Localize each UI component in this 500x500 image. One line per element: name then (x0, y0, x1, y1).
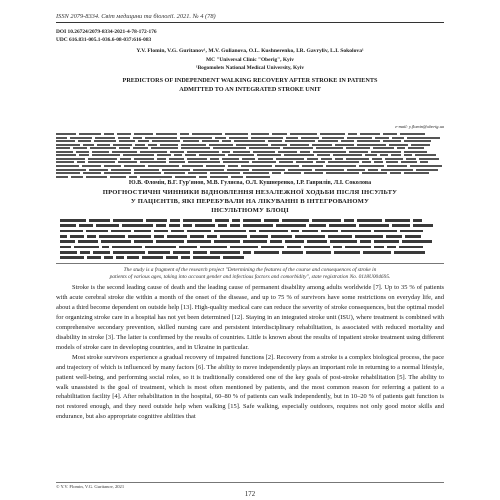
greeked-word (102, 246, 109, 249)
greeked-text-line (56, 175, 444, 178)
greeked-word (249, 230, 256, 233)
greeked-word (129, 176, 137, 178)
greeked-word (400, 230, 424, 233)
greeked-word (413, 219, 422, 222)
greeked-word (169, 224, 180, 227)
greeked-word (220, 235, 247, 238)
greeked-word (312, 219, 341, 222)
greeked-word (210, 176, 227, 178)
article-title-line-2: ADMITTED TO AN INTEGRATED STROKE UNIT (179, 86, 321, 93)
greeked-word (276, 224, 306, 227)
article-title-line-1: PREDICTORS OF INDEPENDENT WALKING RECOVERY AFTER STROKE IN PATIENTS (122, 77, 378, 84)
greeked-text-line (60, 234, 440, 239)
greeked-word (56, 176, 68, 178)
greeked-word (360, 240, 371, 243)
copyright-notice: © Y.V. Flomin, V.G. Guritanov, 2021 (56, 484, 125, 489)
greeked-word (171, 230, 183, 233)
greeked-word (250, 235, 268, 238)
greeked-word (93, 251, 110, 254)
greeked-word (187, 240, 212, 243)
greeked-word (167, 235, 187, 238)
greeked-word (71, 176, 84, 178)
article-body (56, 283, 444, 422)
greeked-word (87, 235, 96, 238)
greeked-word (214, 230, 246, 233)
greeked-text-line (60, 255, 440, 260)
greeked-word (60, 256, 84, 259)
greeked-word (374, 230, 396, 233)
greeked-word (87, 256, 101, 259)
greeked-word (302, 230, 318, 233)
greeked-word (254, 251, 280, 254)
greeked-word (230, 224, 239, 227)
greeked-word (321, 230, 338, 233)
greeked-word (86, 176, 107, 178)
greeked-word (128, 235, 151, 238)
greeked-word (190, 235, 203, 238)
greeked-word (156, 224, 165, 227)
ukrainian-title-line-3: ІНСУЛЬТНОМУ БЛОЦІ (211, 207, 289, 214)
greeked-word (116, 256, 124, 259)
greeked-word (154, 230, 169, 233)
body-paragraph-1: Stroke is the second leading cause of death and the leading cause of permanent disability among adults worldwide [7]. Up to 35 % of patients with acute cerebral stroke die within a month of the onset of the disease, and up to 75 % of survivors have some restrictions on everyday life, and about a third become dependent on outside help [13]. High-quality medical care can reduce the severity of stroke consequences, but the optimal model for organizing stroke care in a hospital has not yet been determined [12]. Staying in an integrated stroke unit (ISU), where treatment is combined with comprehensive secondary prevention, skilled nursing care and persistent interdisciplinary rehabilitation, is associated with reduced mortality and disability in stroke [3]. The latter is confirmed by the results of countries. Little is known about the results of inpatient stroke treatment using different models of stroke care in developing countries, and in Ukraine in particular. (56, 284, 444, 351)
greeked-word (333, 246, 342, 249)
greeked-word (243, 251, 250, 254)
doi-line: DOI 10.26724/2079-8334-2021-4-78-172-176 (56, 29, 157, 35)
greeked-word (232, 219, 241, 222)
greeked-word (363, 251, 391, 254)
greeked-word (223, 256, 244, 259)
greeked-word (218, 224, 228, 227)
greeked-word (355, 235, 382, 238)
ukrainian-title-line-1: ПРОГНОСТИЧНІ ЧИННИКИ ВІДНОВЛЕННЯ НЕЗАЛЕЖНОЇ ХОДЬБИ ПІСЛЯ ІНСУЛЬТУ (102, 189, 398, 196)
greeked-word (111, 230, 131, 233)
greeked-word (328, 235, 352, 238)
greeked-word (392, 224, 410, 227)
ukrainian-author-list: Ю.В. Фломін, В.Г. Гур'янов, М.В. Гуляєва, О.Л. Кушнеренко, І.Р. Гаврилів, Л.І. Соколова (128, 180, 372, 186)
footnote-line-2: patients of various ages, taking into account gender and infectious factors and comorbidity", state registration No. 0118U004695. (109, 274, 391, 281)
greeked-word (215, 219, 229, 222)
greeked-word (78, 240, 98, 243)
greeked-word (199, 176, 207, 178)
ukrainian-title-line-2: У ПАЦІЄНТІВ, ЯКІ ПЕРЕБУВАЛИ НА ЛІКУВАННІ В ІНТЕГРОВАНОМУ (130, 198, 370, 205)
affiliation-1: MC "Universal Clinic "Oberig", Kyiv (206, 57, 294, 63)
footnote-rule (56, 263, 444, 264)
greeked-word (166, 256, 178, 259)
greeked-word (74, 246, 99, 249)
greeked-text-line (60, 223, 440, 228)
greeked-word (113, 251, 145, 254)
funding-footnote (56, 267, 444, 282)
greeked-word (200, 246, 227, 249)
greeked-word (112, 246, 141, 249)
greeked-word (140, 176, 172, 178)
greeked-word (402, 240, 433, 243)
greeked-word (148, 251, 170, 254)
greeked-word (307, 240, 327, 243)
greeked-word (374, 246, 384, 249)
greeked-word (386, 235, 402, 238)
greeked-word (285, 240, 304, 243)
greeked-word (127, 256, 139, 259)
greeked-word (60, 251, 77, 254)
greeked-word (193, 251, 207, 254)
body-paragraph-2: Most stroke survivors experience a gradual recovery of impaired functions [2]. Recovery from a stroke is a complex biological process, the pace and trajectory of which is influenced by many factors [6]. The ability to move independently plays an important role in returning to a normal lifestyle, patient well-being, and performing social roles, so it is traditionally considered one of the key goals of post-stroke rehabilitation [5]. The ability to walk unassisted is the goal of treatment, which is most often mentioned by patients, and the most common reason for referring a patient to a rehabilitation facility [4]. After rehabilitation in the hospital, 60–80 % of patients can walk independently, but in 10–20 % of patients gait function is not restored enough, and they need outside help when walking [15]. Safe walking, especially outdoors, requires not only good motor skills and endurance, but also appropriate cognitive abilities that (56, 353, 444, 421)
greeked-word (287, 246, 301, 249)
greeked-word (60, 219, 86, 222)
contact-email: e-mail: y.flomin@oberig.ua (395, 124, 444, 129)
greeked-word (394, 251, 425, 254)
greeked-word (110, 176, 126, 178)
greeked-word (282, 219, 309, 222)
greeked-word (309, 224, 326, 227)
greeked-word (187, 230, 211, 233)
greeked-text-line (60, 239, 440, 244)
greeked-word (86, 230, 108, 233)
greeked-word (60, 235, 67, 238)
greeked-word (259, 230, 288, 233)
greeked-word (79, 224, 94, 227)
footnote-line-1: The study is a fragment of the research project "Determining the features of the course and consequences of stroke in (123, 267, 377, 273)
greeked-word (104, 256, 113, 259)
greeked-word (231, 176, 243, 178)
greeked-word (359, 224, 389, 227)
greeked-word (341, 230, 371, 233)
greeked-word (306, 251, 332, 254)
udc-line: UDC 616.831-005.1-036.6-08-037:616-083 (56, 37, 152, 43)
greeked-word (207, 235, 217, 238)
greeked-word (344, 219, 354, 222)
greeked-text-line (60, 218, 440, 223)
greeked-word (334, 251, 359, 254)
greeked-word (60, 246, 71, 249)
greeked-word (282, 251, 303, 254)
greeked-text-line (60, 229, 440, 234)
greeked-word (60, 240, 75, 243)
greeked-word (374, 240, 399, 243)
greeked-word (271, 235, 292, 238)
greeked-word (122, 224, 154, 227)
author-list: Y.V. Flomin, V.G. Guritanov¹, M.V. Gulianova, O.L. Kushnerenko, I.R. Gavryliv, L.I. Sokolova¹ (136, 48, 364, 54)
greeked-word (96, 224, 118, 227)
greeked-word (387, 246, 396, 249)
greeked-word (89, 219, 111, 222)
footer-rule (56, 482, 444, 483)
greeked-word (385, 219, 410, 222)
greeked-word (173, 251, 189, 254)
greeked-word (345, 246, 371, 249)
greeked-word (304, 246, 330, 249)
greeked-text-line (60, 250, 440, 255)
greeked-word (134, 230, 151, 233)
greeked-word (230, 246, 258, 249)
greeked-word (193, 256, 220, 259)
greeked-word (405, 235, 421, 238)
greeked-word (330, 240, 357, 243)
greeked-word (156, 240, 184, 243)
greeked-word (142, 256, 163, 259)
greeked-word (195, 224, 215, 227)
greeked-word (270, 240, 282, 243)
greeked-word (60, 230, 83, 233)
greeked-word (413, 224, 433, 227)
greeked-word (80, 251, 90, 254)
greeked-word (134, 240, 153, 243)
greeked-word (329, 224, 356, 227)
greeked-word (210, 251, 240, 254)
greeked-word (214, 240, 240, 243)
greeked-word (357, 219, 383, 222)
greeked-word (60, 224, 76, 227)
greeked-word (154, 235, 164, 238)
journal-header: ISSN 2079-8334. Світ медицини та біології. 2021. № 4 (78) (56, 13, 216, 20)
greeked-word (243, 240, 267, 243)
page-number: 172 (244, 491, 256, 498)
greeked-word (399, 246, 423, 249)
greeked-word (145, 246, 176, 249)
greeked-word (181, 256, 190, 259)
greeked-word (246, 176, 270, 178)
greeked-word (183, 219, 213, 222)
greeked-word (101, 240, 130, 243)
greeked-word (295, 235, 325, 238)
greeked-word (291, 230, 299, 233)
greeked-word (243, 219, 261, 222)
greeked-word (183, 224, 192, 227)
greeked-text-line (60, 245, 440, 250)
greeked-word (99, 235, 125, 238)
greeked-word (175, 176, 196, 178)
greeked-word (146, 219, 167, 222)
greeked-word (170, 219, 180, 222)
greeked-word (70, 235, 83, 238)
header-rule (56, 22, 444, 23)
greeked-word (113, 219, 143, 222)
greeked-word (264, 219, 279, 222)
greeked-word (243, 224, 273, 227)
affiliation-2: ¹Bogomolets National Medical University, Kyiv (195, 65, 305, 71)
greeked-word (179, 246, 197, 249)
greeked-word (261, 246, 285, 249)
